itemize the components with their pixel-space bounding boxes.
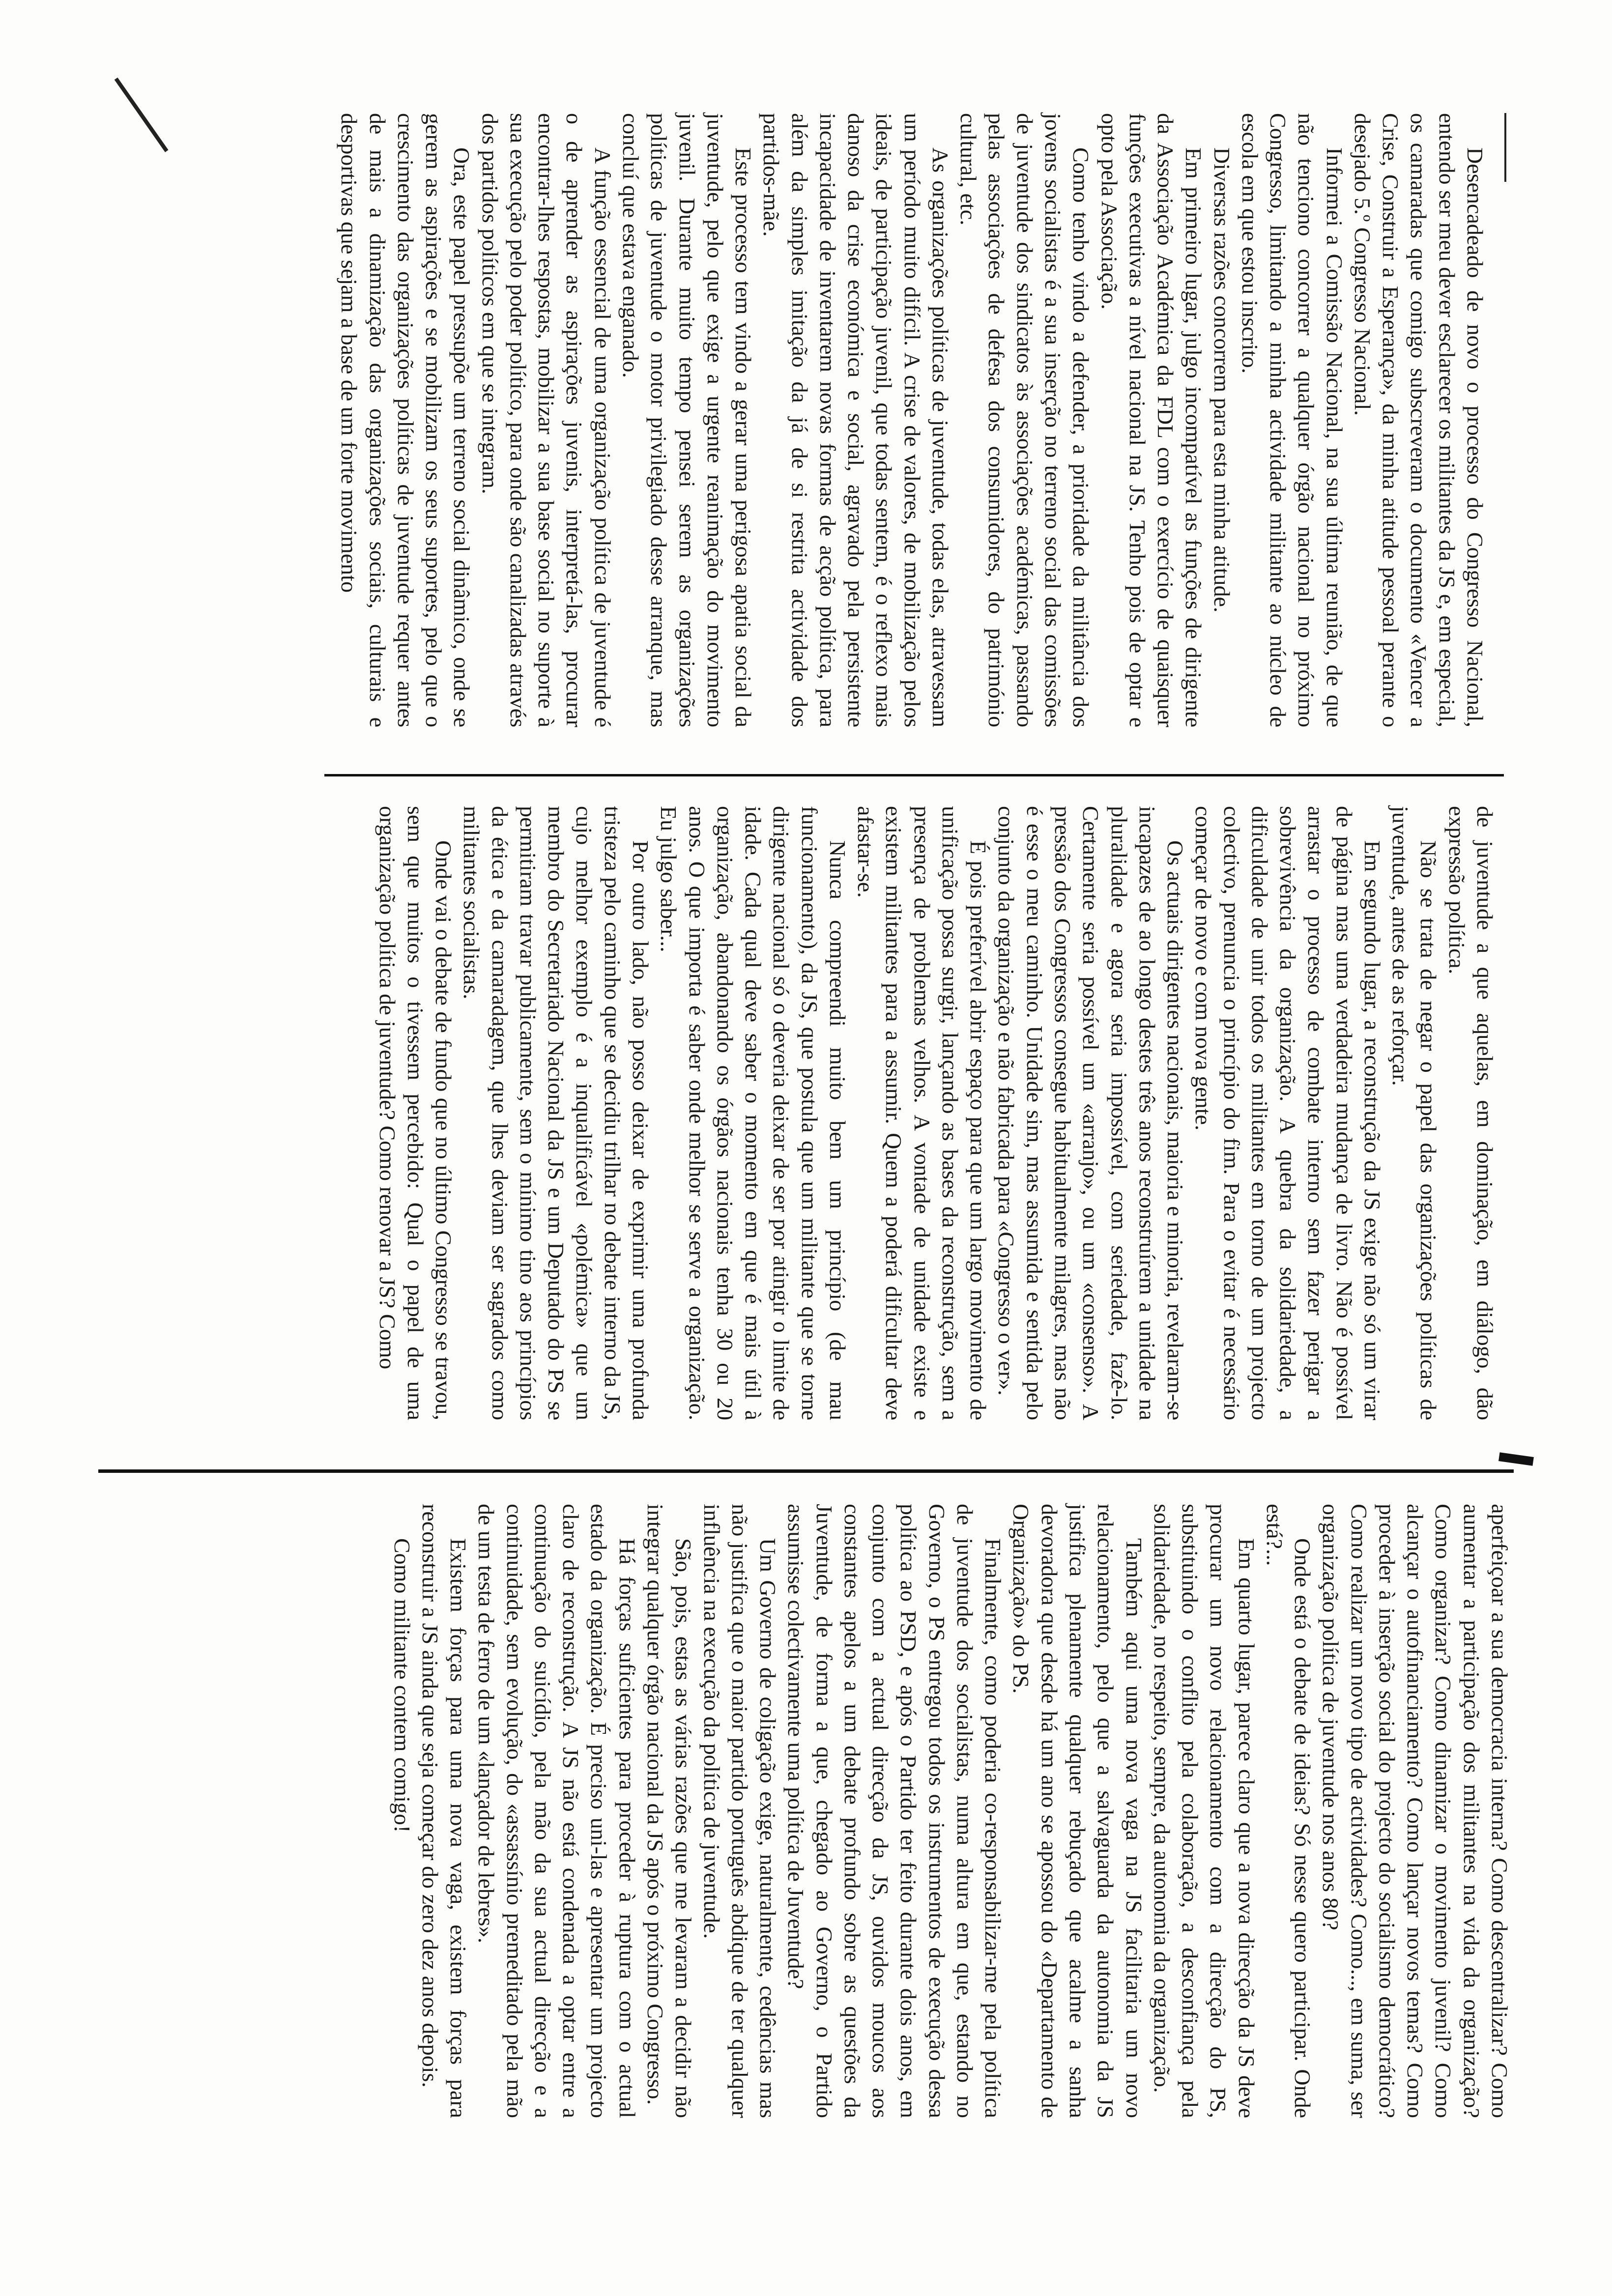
paragraph: Finalmente, como poderia co-responsabilizar-me pela política de juventude dos socialistas, numa altura em que, estando no Governo, o PS entregou todos os instrumentos de execução dessa política ao PSD, e após o Partido ter feito durante dois anos, em conjunto com a actual direcção da JS, ouvidos moucos aos constantes apelos a um debate profundo sobre as questões da Juventude, de forma a que, chegado ao Governo, o Partido assumisse colectivamente uma política de Juventude?: [783, 1504, 1006, 2118]
paragraph: Em quarto lugar, parece claro que a nova direcção da JS deve procurar um novo relacionamento com a direcção do PS, substituindo o conflito pela colaboração, a desconfiança pela solidariedade, no respeito, sempre, da autonomia da organização.: [1149, 1504, 1259, 2118]
paragraph: Como tenho vindo a defender, a prioridade da militância dos jovens socialistas é a sua inserção no terreno social das comissões de juventude dos sindicatos às associações académicas, passando pelas associações de defesa dos consumidores, do património cultural, etc.: [956, 113, 1094, 727]
paragraph: Como militante contem comigo!: [389, 1538, 415, 1833]
paragraph: Este processo tem vindo a gerar uma perigosa apatia social da juventude, pelo que exige a urgente reanimação do movimento juvenil. Durante muito tempo pensei serem as organizações políticas de juventude o motor privilegiado desse arranque, mas concluí que estava enganado.: [618, 113, 756, 727]
paragraph: São, pois, estas as várias razões que me levaram a decidir não integrar qualquer órgão nacional da JS após o próximo Congresso.: [643, 1504, 696, 2118]
paragraph: Onde está o debate de ideias? Só nesse quero participar. Onde está?...: [1262, 1504, 1316, 2118]
paragraph: A função essencial de uma organização política de juventude é o de aprender as aspirações juvenis, interpretá-las, procurar encontrar-lhes respostas, mobilizar a sua base social no suporte à sua execução pelo poder político, para onde são canalizadas através dos partidos políticos em que se integram.: [477, 113, 615, 727]
lead-rule: [1504, 113, 1506, 182]
paragraph: Ora, este papel pressupõe um terreno social dinâmico, onde se gerem as aspirações e se mobilizam os seus suportes, pelo que o crescimento das organizações políticas de juventude requer antes de mais a dinamização das organizações sociais, culturais e desportivas que sejam a base de um forte movimento: [337, 113, 475, 727]
ink-mark: [1498, 1452, 1534, 1466]
paragraph: Onde vai o debate de fundo que no último Congresso se travou, sem que muitos o tivessem percebido: Qual o papel de uma organização política de juventude? Como renovar a JS? Como: [374, 806, 457, 1420]
paragraph: Existem forças para uma nova vaga, existem forças para reconstruir a JS ainda que seja começar do zero dez anos depois.: [417, 1504, 471, 2118]
paragraph: Nunca compreendi muito bem um princípio (de mau funcionamento), da JS, que postula que um militante que se torne dirigente nacional só o deveria deixar de ser por atingir o limite de idade. Cada qual deve saber o momento em que é mais útil à organização, abandonando os órgãos nacionais tenha 30 ou 20 anos. O que importa é saber onde melhor se serve a organização. Eu julgo saber...: [656, 806, 850, 1420]
paragraph: É pois preferível abrir espaço para que um largo movimento de unificação possa surgir, lançando as bases da reconstrução, sem a presença de problemas velhos. A vontade de unidade existe e existem militantes para a assumir. Quem a poderá dificultar deve afastar-se.: [853, 806, 991, 1420]
column-divider: [98, 1469, 1514, 1473]
paragraph: Desencadeado de novo o processo do Congresso Nacional, entendo ser meu dever esclarecer os militantes da JS e, em especial, os camaradas que comigo subscreveram o documento «Vencer a Crise, Construir a Esperança», da minha atitude pessoal perante o desejado 5.º Congresso Nacional.: [1350, 113, 1488, 727]
paragraph: aperfeiçoar a sua democracia interna? Como descentralizar? Como aumentar a participação dos militantes na vida da organização? Como organizar? Como dinamizar o movimento juvenil? Como alcançar o autofinanciamento? Como lançar novos temas? Como proceder à inserção social do projecto do socialismo democrático? Como realizar um novo tipo de actividades? Como..., em suma, ser organização política de juventude nos anos 80?: [1318, 1504, 1512, 2118]
column-middle: [374, 806, 1499, 1420]
column-right: [285, 1504, 1514, 2118]
paragraph: As organizações políticas de juventude, todas elas, atravessam um período muito difícil. A crise de valores, de mobilização pelos ideais, de participação juvenil, que todas sentem, é o reflexo mais danoso da crise económica e social, agravado pela persistente incapacidade de inventarem novas formas de acção política, para além da simples imitação da já de si restrita actividade dos partidos-mãe.: [759, 113, 953, 727]
paragraph: Informei a Comissão Nacional, na sua última reunião, de que não tenciono concorrer a qualquer órgão nacional no próximo Congresso, limitando a minha actividade militante ao núcleo de escola em que estou inscrito.: [1237, 113, 1347, 727]
paragraph: Há forças suficientes para proceder à ruptura com o actual estado da organização. É preciso uni-las e apresentar um projecto claro de reconstrução. A JS não está condenada a optar entre a continuação do suicídio, pela mão da sua actual direcção e a continuidade, sem evolução, do «assassínio premeditado pela mão de um testa de ferro de um «lançador de lebres».: [474, 1504, 640, 2118]
paragraph: Um Governo de coligação exige, naturalmente, cedências mas não justifica que o maior partido português abdique de ter qualquer influência na execução da política de juventude.: [699, 1504, 781, 2118]
paragraph: Também aqui uma nova vaga na JS facilitaria um novo relacionamento, pelo que a salvaguarda da autonomia da JS justifica plenamente qualquer rebuçado que acalme a sanha devoradora que desde há um ano se apossou do «Departamento de Organização» do PS.: [1008, 1504, 1147, 2118]
paragraph: Em primeiro lugar, julgo incompatível as funções de dirigente da Associação Académica da FDL com o exercício de quaisquer funções executivas a nível nacional na JS. Tenho pois de optar e opto pela Associação.: [1096, 113, 1207, 727]
paragraph: Em segundo lugar, a reconstrução da JS exige não só um virar de página mas uma verdadeira mudança de livro. Não é possível arrastar o processo de combate interno sem fazer perigar a sobrevivência da organização. A quebra da solidariedade, a dificuldade de unir todos os militantes em torno de um projecto colectivo, prenuncia o princípio do fim. Para o evitar é necessário começar de novo e com nova gente.: [1191, 806, 1385, 1420]
column-divider: [324, 774, 1504, 776]
paragraph: Não se trata de negar o papel das organizações políticas de juventude, antes de as reforçar.: [1388, 806, 1441, 1420]
paragraph: de juventude a que aquelas, em dominação, em diálogo, dão expressão política.: [1444, 806, 1497, 1420]
paragraph: Diversas razões concorrem para esta minha atitude.: [1209, 147, 1235, 613]
column-left: [123, 113, 1489, 727]
paragraph: Os actuais dirigentes nacionais, maioria e minoria, revelaram-se incapazes de ao longo destes três anos reconstruírem a unidade na pluralidade e agora seria impossível, com seriedade, fazê-lo. Certamente seria possível um «arranjo», ou um «consenso». A pressão dos Congressos consegue habitualmente milagres, mas não é esse o meu caminho. Unidade sim, mas assumida e sentida pelo conjunto da organização e não fabricada para «Congresso o ver».: [994, 806, 1188, 1420]
paragraph: Por outro lado, não posso deixar de exprimir uma profunda tristeza pelo caminho que se decidiu trilhar no debate interno da JS, cujo melhor exemplo é a inqualificável «polémica» que um membro do Secretariado Nacional da JS e um Deputado do PS se permitiram travar publicamente, sem o mínimo tino aos princípios da ética e da camaradagem, que lhes deviam ser sagrados como militantes socialistas.: [459, 806, 654, 1420]
